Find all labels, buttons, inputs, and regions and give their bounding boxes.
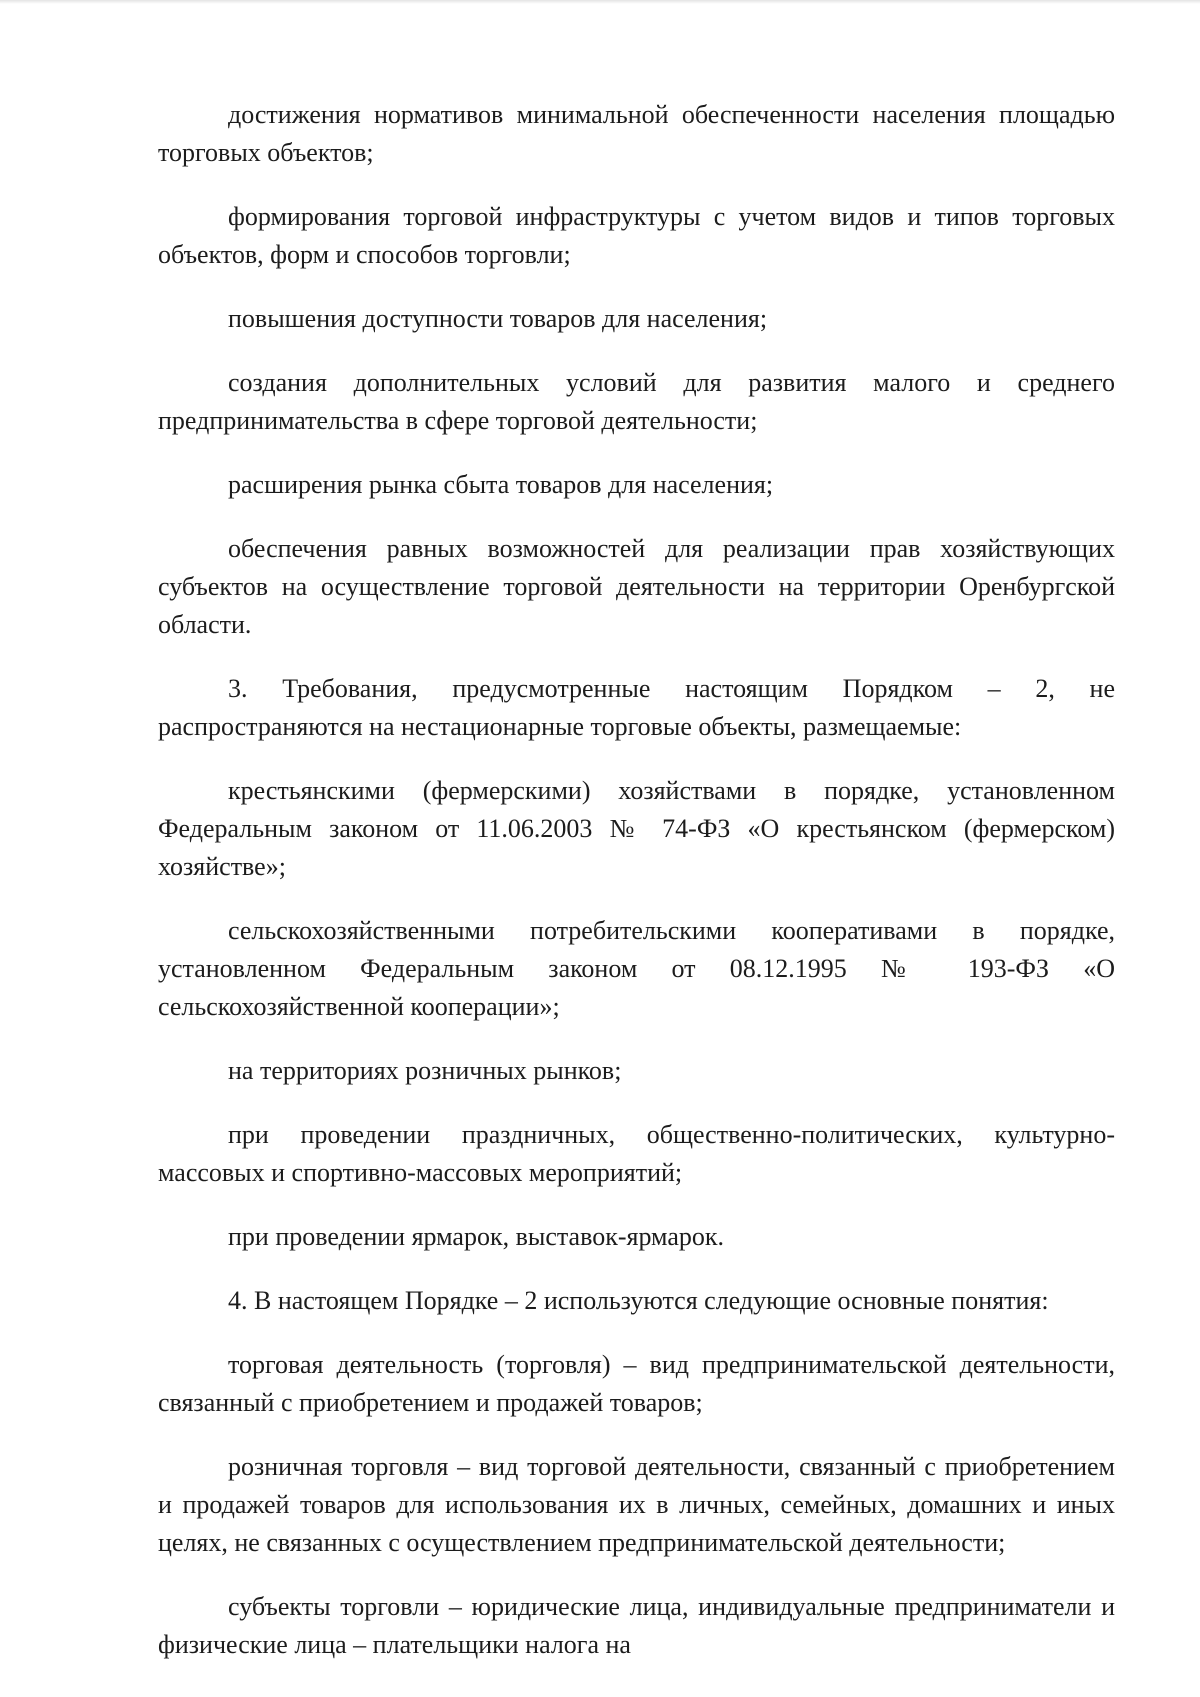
paragraph-norms: достижения нормативов минимальной обеспеченности населения площадью торговых объектов;: [158, 100, 1115, 167]
paragraph-clause-4: 4. В настоящем Порядке – 2 используются следующие основные понятия:: [228, 1286, 1049, 1315]
paragraph-trade-activity: торговая деятельность (торговля) – вид предпринимательской деятельности, связанный с приобретением и продажей товаров;: [158, 1350, 1115, 1417]
paragraph-farms: крестьянскими (фермерскими) хозяйствами в порядке, установленном Федеральным законом от 11.06.2003 № 74-ФЗ «О крестьянском (фермерском) хозяйстве»;: [158, 776, 1115, 881]
paragraph-trade-subjects: субъекты торговли – юридические лица, индивидуальные предприниматели и физические лица – плательщики налога на: [158, 1592, 1115, 1659]
scan-top-edge: [0, 0, 1200, 4]
paragraph-equal-opportunities: обеспечения равных возможностей для реализации прав хозяйствующих субъектов на осуществление торговой деятельности на территории Оренбургской области.: [158, 534, 1115, 639]
paragraph-availability: повышения доступности товаров для населения;: [228, 304, 768, 333]
paragraph-infrastructure: формирования торговой инфраструктуры с учетом видов и типов торговых объектов, форм и способов торговли;: [158, 202, 1115, 269]
paragraph-retail-markets: на территориях розничных рынков;: [228, 1056, 622, 1085]
paragraph-fairs: при проведении ярмарок, выставок-ярмарок.: [228, 1222, 724, 1251]
paragraph-cooperatives: сельскохозяйственными потребительскими кооперативами в порядке, установленном Федеральным законом от 08.12.1995 № 193-ФЗ «О сельскохозяйственной кооперации»;: [158, 916, 1115, 1021]
paragraph-small-business: создания дополнительных условий для развития малого и среднего предпринимательства в сфере торговой деятельности;: [158, 368, 1115, 435]
paragraph-clause-3: 3. Требования, предусмотренные настоящим Порядком – 2, не распространяются на нестационарные торговые объекты, размещаемые:: [158, 674, 1115, 741]
paragraph-market: расширения рынка сбыта товаров для населения;: [228, 470, 774, 499]
document-body: [158, 96, 1115, 1690]
paragraph-events: при проведении праздничных, общественно-политических, культурно-массовых и спортивно-массовых мероприятий;: [158, 1120, 1115, 1187]
paragraph-retail-trade: розничная торговля – вид торговой деятельности, связанный с приобретением и продажей товаров для использования их в личных, семейных, домашних и иных целях, не связанных с осуществлением предпринимательской деятельности;: [158, 1452, 1115, 1557]
